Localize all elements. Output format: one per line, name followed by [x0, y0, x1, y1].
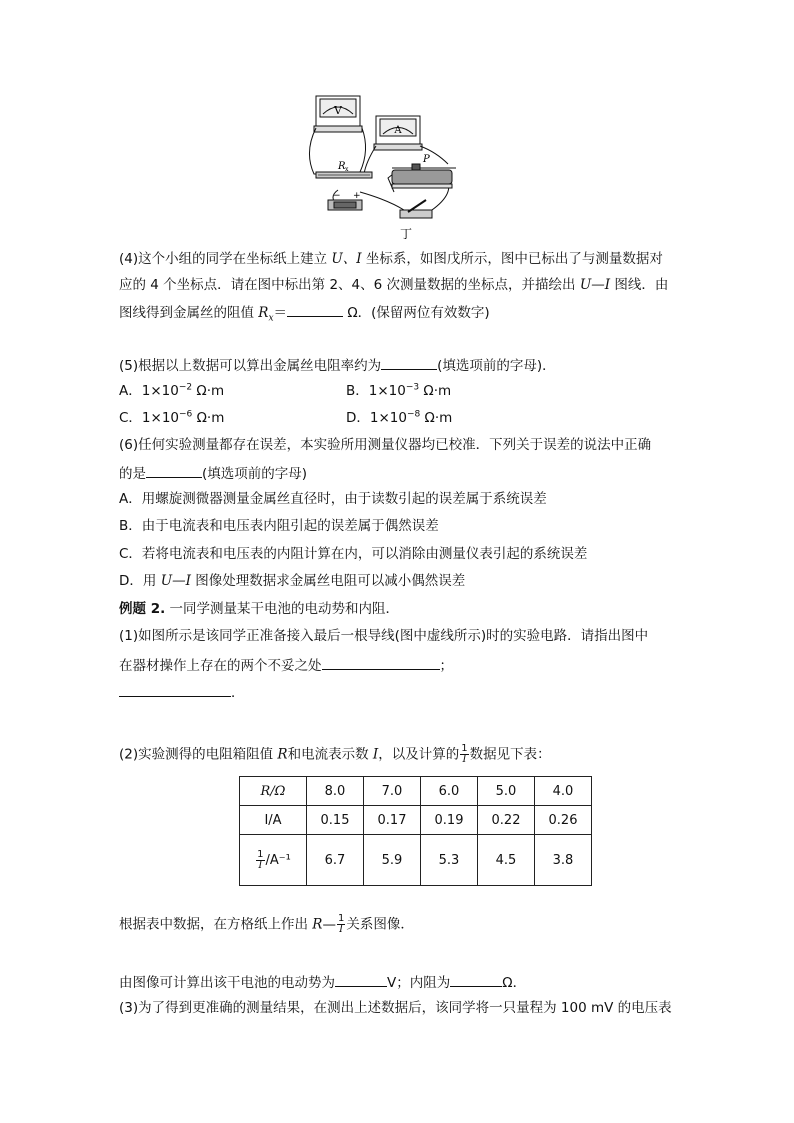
table-cell: 5.0 — [478, 777, 535, 806]
q6-option-c: C．若将电流表和电压表的内阻计算在内，可以消除由测量仪表引起的系统误差 — [119, 546, 588, 562]
table-cell: 5.3 — [421, 835, 478, 886]
q4-text: 应的 4 个坐标点．请在图中标出第 2、4、6 次测量数据的坐标点，并描绘出 — [119, 277, 580, 293]
answer-blank[interactable] — [381, 355, 437, 370]
q5-text: (5)根据以上数据可以算出金属丝电阻率约为 — [119, 358, 382, 374]
q6-option-b: B．由于电流表和电压表内阻引起的误差属于偶然误差 — [119, 518, 439, 534]
ex2-p5: (3)为了得到更准确的测量结果，在测出上述数据后，该同学将一只量程为 100 mV 的电压表 — [119, 1000, 672, 1016]
battery-minus: − — [333, 191, 341, 201]
table-cell: 0.26 — [535, 806, 592, 835]
table-cell: 0.17 — [364, 806, 421, 835]
example-text: 一同学测量某干电池的电动势和内阻． — [165, 601, 400, 617]
q4-line1 — [119, 250, 689, 268]
q5-option-c: C．$1\times 10^{-6}$ Ω·m — [119, 409, 225, 426]
q4-ui: U、I — [331, 251, 362, 267]
q4-text: 图线得到金属丝的阻值 — [119, 305, 259, 321]
table-cell: 6.7 — [307, 835, 364, 886]
resistor-sub: x — [345, 166, 349, 173]
q6-line2 — [119, 463, 689, 483]
fraction-1-over-i: $\frac{1}{I}$ — [337, 913, 345, 935]
data-table — [239, 776, 592, 886]
table-cell: 3.8 — [535, 835, 592, 886]
q4-text: (4)这个小组的同学在坐标纸上建立 — [119, 251, 332, 267]
table-cell: 0.22 — [478, 806, 535, 835]
q6-option-d: D．用 U—I 图像处理数据求金属丝电阻可以减小偶然误差 — [119, 573, 466, 589]
q4-text: ＝ — [273, 305, 288, 321]
table-cell: 4.0 — [535, 777, 592, 806]
ex2-p1-line3: ． — [119, 682, 689, 702]
resistor-label: R — [338, 161, 346, 172]
table-row — [240, 835, 592, 886]
q5-option-d: D．$1\times 10^{-8}$ Ω·m — [346, 409, 453, 426]
battery-plus: + — [353, 191, 361, 201]
ammeter-label: A — [394, 125, 402, 136]
answer-blank[interactable] — [450, 972, 502, 987]
answer-blank[interactable] — [119, 682, 231, 697]
ex2-p1-line2: 在器材操作上存在的两个不妥之处 ； — [119, 655, 689, 675]
ex2-p4: 由图像可计算出该干电池的电动势为 V；内阻为 Ω． — [119, 972, 689, 992]
answer-blank[interactable] — [322, 655, 440, 670]
voltmeter-label: V — [334, 104, 342, 117]
example-title: 例题 2. — [119, 601, 166, 617]
table-cell: 4.5 — [478, 835, 535, 886]
answer-blank[interactable] — [146, 463, 202, 478]
example2-heading — [119, 600, 689, 618]
slider-label: P — [423, 154, 430, 165]
q4-text: 坐标系，如图戊所示，图中已标出了与测量数据对 — [361, 251, 663, 267]
table-header-i: I/A — [240, 806, 307, 835]
q6-text: (6)任何实验测量都存在误差，本实验所用测量仪器均已校准．下列关于误差的说法中正确 — [119, 437, 652, 453]
q5-option-a: A．$1\times 10^{-2}$ Ω·m — [119, 382, 225, 399]
q6-text: (填选项前的字母) — [202, 466, 308, 482]
q5-text: (填选项前的字母)． — [437, 358, 556, 374]
ex2-p2: (2)实验测得的电阻箱阻值 R和电流表示数 I，以及计算的 $\frac{1}{I}$ 数据见下表： — [119, 743, 551, 765]
q5-option-b: B．$1\times 10^{-3}$ Ω·m — [346, 382, 452, 399]
q4-text: 图线．由 — [610, 277, 669, 293]
q6-line1 — [119, 436, 689, 454]
table-row — [240, 777, 592, 806]
table-row — [240, 806, 592, 835]
q4-text: Ω．(保留两位有效数字) — [343, 305, 490, 321]
table-cell: 6.0 — [421, 777, 478, 806]
table-header-r: R/Ω — [240, 777, 307, 806]
fraction-1-over-i: $\frac{1}{I}$ — [461, 743, 468, 765]
ex2-p3: 根据表中数据，在方格纸上作出 R— $\frac{1}{I}$ 关系图像． — [119, 913, 414, 935]
table-header-inverse-i: $\frac{1}{I}$ /A⁻¹ — [240, 835, 307, 886]
q4-rx-sub: x — [268, 313, 274, 324]
rheostat — [392, 170, 452, 184]
ex2-p1-line1: (1)如图所示是该同学正准备接入最后一根导线(图中虚线所示)时的实验电路．请指出图中 — [119, 628, 649, 644]
table-cell: 8.0 — [307, 777, 364, 806]
q5-stem — [119, 355, 689, 375]
circuit-figure — [308, 92, 458, 242]
q4-rx: R — [258, 305, 269, 321]
q6-text: 的是 — [119, 466, 146, 482]
q4-line2 — [119, 276, 689, 294]
table-cell: 0.19 — [421, 806, 478, 835]
q5-options-row2 — [119, 409, 689, 427]
table-cell: 5.9 — [364, 835, 421, 886]
q5-options-row1 — [119, 382, 689, 400]
table-cell: 7.0 — [364, 777, 421, 806]
table-cell: 0.15 — [307, 806, 364, 835]
answer-blank[interactable] — [335, 972, 387, 987]
q4-line3 — [119, 302, 689, 322]
answer-blank[interactable] — [287, 302, 343, 317]
q4-ui: U—I — [579, 277, 611, 293]
switch — [400, 210, 432, 218]
q6-option-a: A．用螺旋测微器测量金属丝直径时，由于读数引起的误差属于系统误差 — [119, 491, 547, 507]
figure-caption: 丁 — [399, 227, 413, 241]
